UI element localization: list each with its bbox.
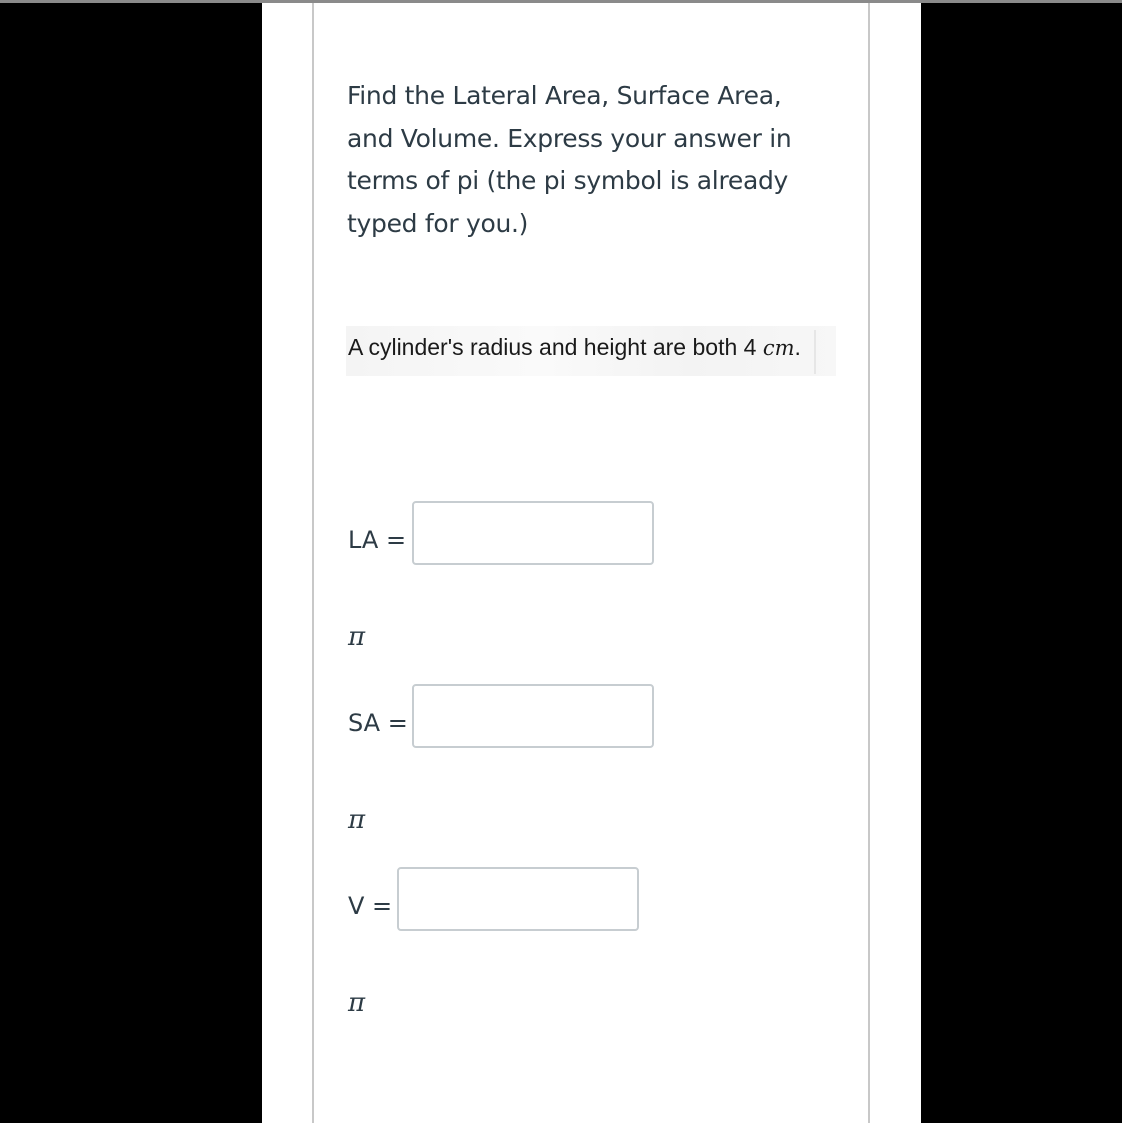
volume-input[interactable] xyxy=(397,867,639,931)
question-instructions: Find the Lateral Area, Surface Area, and Volume. Express your answer in terms of pi (the pi symbol is already typed for you.) xyxy=(347,81,792,238)
problem-image xyxy=(346,326,836,376)
problem-statement xyxy=(348,334,801,361)
surface-area-input[interactable] xyxy=(412,684,654,748)
lateral-area-input[interactable] xyxy=(412,501,654,565)
problem-end: . xyxy=(794,334,801,360)
problem-unit: cm xyxy=(762,336,795,360)
quiz-page xyxy=(262,3,921,1123)
volume-label: V = xyxy=(348,892,393,920)
volume-pi-symbol: π xyxy=(348,988,366,1018)
lateral-area-label: LA = xyxy=(348,526,407,554)
surface-area-pi-symbol: π xyxy=(348,805,366,835)
lateral-area-pi-symbol: π xyxy=(348,622,366,652)
surface-area-label: SA = xyxy=(348,709,408,737)
problem-text: A cylinder's radius and height are both 4 xyxy=(348,334,763,360)
